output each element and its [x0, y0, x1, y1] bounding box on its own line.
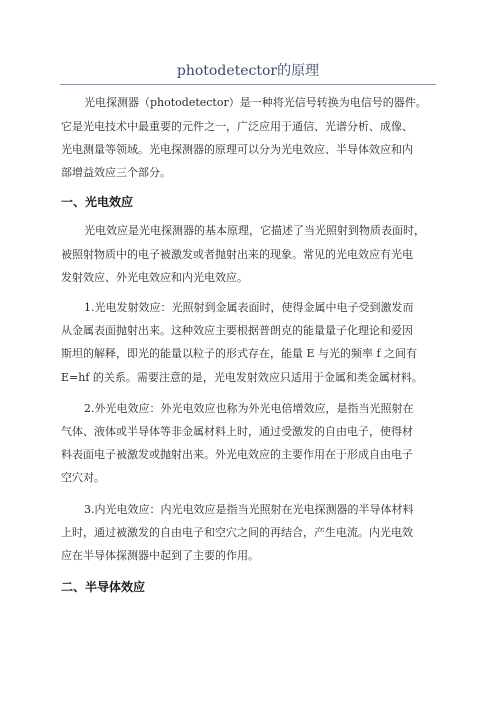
intro-line-4: 部增益效应三个部分。: [61, 166, 171, 179]
section2-heading: 二、半导体效应: [61, 580, 146, 594]
item1-line-2: 从金属表面抛射出来。这种效应主要根据普朗克的能量量子化理论和爱因: [61, 324, 413, 337]
item2-line-4: 空穴对。: [61, 471, 105, 484]
item2-line-2: 气体、液体或半导体等非金属材料上时，通过受激发的自由电子，使得材: [61, 425, 413, 438]
section1-para-line-1: 光电效应是光电探测器的基本原理，它描述了当光照射到物质表面时，: [84, 224, 425, 237]
item3-line-1: 3.内光电效应：内光电效应是指当光照射在光电探测器的半导体材料: [84, 503, 414, 516]
item3-line-2: 上时，通过被激发的自由电子和空穴之间的再结合，产生电流。内光电效: [61, 526, 413, 539]
item3-line-3: 应在半导体探测器中起到了主要的作用。: [61, 549, 259, 562]
section1-heading: 一、光电效应: [61, 195, 134, 209]
item2-line-1: 2.外光电效应：外光电效应也称为外光电倍增效应，是指当光照射在: [84, 402, 414, 415]
item1-line-4: E=hf 的关系。需要注意的是，光电发射效应只适用于金属和类金属材料。: [61, 371, 423, 384]
document-title: photodetector的原理: [176, 63, 320, 79]
intro-line-1: 光电探测器（photodetector）是一种将光信号转换为电信号的器件。: [84, 96, 427, 109]
item1-line-3: 斯坦的解释，即光的能量以粒子的形式存在，能量 E 与光的频率 f 之间有: [61, 347, 418, 360]
title-underline: [60, 84, 436, 85]
item1-line-1: 1.光电发射效应：光照射到金属表面时，使得金属中电子受到激发而: [84, 301, 414, 314]
intro-line-3: 光电测量等领域。光电探测器的原理可以分为光电效应、半导体效应和内: [61, 143, 413, 156]
section1-para-line-3: 发射效应、外光电效应和内光电效应。: [61, 271, 248, 284]
item2-line-3: 料表面电子被激发或抛射出来。外光电效应的主要作用在于形成自由电子: [61, 448, 413, 461]
intro-line-2: 它是光电技术中最重要的元件之一，广泛应用于通信、光谱分析、成像、: [61, 120, 413, 133]
section1-para-line-2: 被照射物质中的电子被激发或者抛射出来的现象。常见的光电效应有光电: [61, 248, 413, 261]
